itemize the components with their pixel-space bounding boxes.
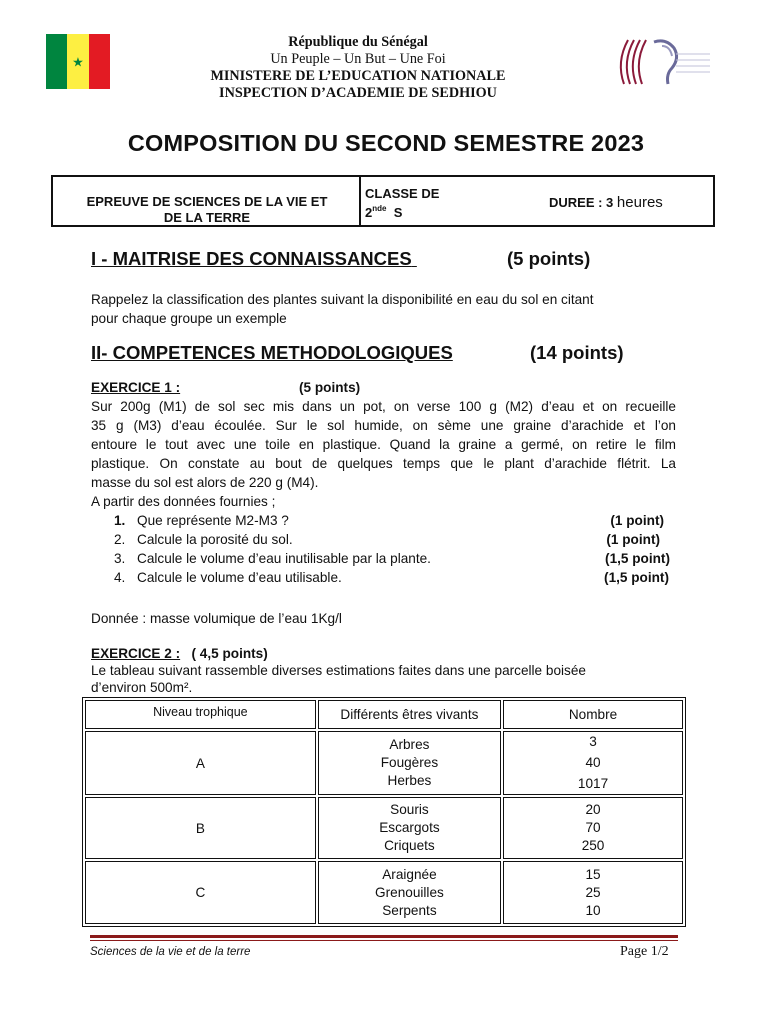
count-value: 15 <box>585 866 601 882</box>
paragraph-line: masse du sol est alors de 220 g (M4). <box>91 475 319 490</box>
count-cell <box>503 731 683 795</box>
question-points: (1 point) <box>610 513 664 528</box>
exercise-2-heading: EXERCICE 2 : <box>91 646 181 661</box>
question-number: 2. <box>114 532 126 547</box>
trophic-table <box>82 697 686 927</box>
paragraph-line: plastique. On constate au bout de quelques temps que le plant d’arachide flétrit. La <box>91 456 676 471</box>
table-header-cell: Nombre <box>503 700 683 729</box>
section-1-text-line: Rappelez la classification des plantes suivant la disponibilité en eau du sol en citant <box>91 292 594 307</box>
living-being: Souris <box>390 802 429 817</box>
trophic-level-cell: A <box>85 731 316 795</box>
exercise-1-heading: EXERCICE 1 : <box>91 380 181 395</box>
question-2 <box>114 532 670 547</box>
table-row <box>85 861 683 924</box>
section-1-text-line: pour chaque groupe un exemple <box>91 311 287 326</box>
section-1-points: (5 points) <box>507 248 591 269</box>
class-number-suffix: nde <box>372 204 387 213</box>
subject-line-1: EPREUVE DE SCIENCES DE LA VIE ET <box>86 194 328 209</box>
exercise-1-title <box>91 380 180 395</box>
table-header-cell: Différents êtres vivants <box>318 700 501 729</box>
trophic-level-cell: C <box>85 861 316 924</box>
count-value: 20 <box>585 802 601 817</box>
exercise-2-text-line: Le tableau suivant rassemble diverses estimations faites dans une parcelle boisée <box>91 663 586 678</box>
section-1-heading: I - MAITRISE DES CONNAISSANCES <box>91 248 412 269</box>
question-text: Calcule le volume d’eau utilisable. <box>137 570 342 585</box>
living-beings-cell <box>318 797 501 859</box>
section-1-question <box>91 290 691 328</box>
info-box-divider <box>359 177 361 225</box>
exercise-2-text-line: d’environ 500m². <box>91 680 193 695</box>
question-text: Calcule le volume d’eau inutilisable par la plante. <box>137 551 431 566</box>
class-number: 2 <box>365 205 373 220</box>
living-being: Escargots <box>379 820 440 835</box>
question-3 <box>114 551 670 566</box>
national-motto: Un Peuple – Un But – Une Foi <box>270 51 446 67</box>
section-1-title <box>91 248 417 270</box>
table-row <box>85 731 683 795</box>
exam-title: COMPOSITION DU SECOND SEMESTRE 2023 <box>127 130 645 156</box>
senegal-flag <box>46 34 110 89</box>
count-value: 10 <box>585 902 601 918</box>
exercise-2-points: ( 4,5 points) <box>191 646 268 661</box>
question-number: 3. <box>114 551 126 566</box>
footer-divider <box>90 935 678 938</box>
table-header-row <box>85 700 683 729</box>
duration-unit: heures <box>616 194 663 211</box>
exercise-2-title <box>91 646 268 661</box>
question-number: 1. <box>114 513 126 528</box>
class-series: S <box>393 205 403 220</box>
country-name: République du Sénégal <box>288 34 428 50</box>
footer-subject: Sciences de la vie et de la terre <box>90 946 251 958</box>
question-1 <box>114 513 670 528</box>
question-number: 4. <box>114 570 126 585</box>
page-number: Page 1/2 <box>620 944 669 959</box>
exercise-1-paragraph <box>91 397 676 511</box>
question-text: Calcule la porosité du sol. <box>137 532 293 547</box>
section-2-heading: II- COMPETENCES METHODOLOGIQUES <box>91 342 453 363</box>
count-value: 3 <box>589 734 597 749</box>
class-label <box>365 186 439 220</box>
exercise-1-data-note: Donnée : masse volumique de l’eau 1Kg/l <box>91 611 342 626</box>
living-being: Herbes <box>387 773 432 788</box>
paragraph-line: 35 g (M3) d’eau écoulée. Sur le sol humide, on sème une graine d’arachide et l’on <box>91 418 676 433</box>
living-being: Criquets <box>384 838 435 853</box>
paragraph-line: entoure le tout avec une toile en plastique. Quand la graine a germé, on retire le film <box>91 437 676 452</box>
trophic-level-cell: B <box>85 797 316 859</box>
count-value: 70 <box>585 820 601 835</box>
count-cell <box>503 861 683 924</box>
living-being: Arbres <box>389 737 430 752</box>
section-2-title <box>91 342 453 364</box>
footer-divider-thin <box>90 940 678 941</box>
living-being: Grenouilles <box>375 884 444 900</box>
count-value: 40 <box>585 755 601 770</box>
table-header-cell: Niveau trophique <box>85 700 316 729</box>
table-row <box>85 797 683 859</box>
question-points: (1 point) <box>606 532 660 547</box>
question-text: Que représente M2-M3 ? <box>137 513 289 528</box>
living-being: Araignée <box>382 866 437 882</box>
living-being: Fougères <box>380 755 439 770</box>
exercise-1-points: (5 points) <box>299 380 361 395</box>
exercise-2-intro <box>91 662 586 696</box>
paragraph-line: Sur 200g (M1) de sol sec mis dans un pot, on verse 100 g (M2) d’eau et on recueille <box>91 399 676 414</box>
inspection-name: INSPECTION D’ACADEMIE DE SEDHIOU <box>219 85 497 101</box>
count-value: 25 <box>585 884 601 900</box>
question-4 <box>114 570 670 585</box>
living-being: Serpents <box>382 902 437 918</box>
exercise-1-intro: A partir des données fournies ; <box>91 494 276 509</box>
living-beings-cell <box>318 861 501 924</box>
section-2-points: (14 points) <box>530 342 624 363</box>
academy-logo <box>606 34 712 90</box>
question-points: (1,5 point) <box>604 570 669 585</box>
count-value: 1017 <box>577 776 609 791</box>
subject-label <box>57 194 357 226</box>
question-points: (1,5 point) <box>605 551 670 566</box>
class-label-text: CLASSE DE <box>365 186 440 201</box>
living-beings-cell <box>318 731 501 795</box>
duration-value: DUREE : 3 <box>549 195 614 210</box>
count-value: 250 <box>581 838 605 853</box>
institution-header <box>170 34 546 102</box>
duration-label <box>549 194 663 211</box>
ministry-name: MINISTERE DE L’EDUCATION NATIONALE <box>210 68 506 84</box>
subject-line-2: DE LA TERRE <box>163 210 251 225</box>
star-icon: ★ <box>72 54 84 69</box>
count-cell <box>503 797 683 859</box>
exam-info-box <box>51 175 715 227</box>
